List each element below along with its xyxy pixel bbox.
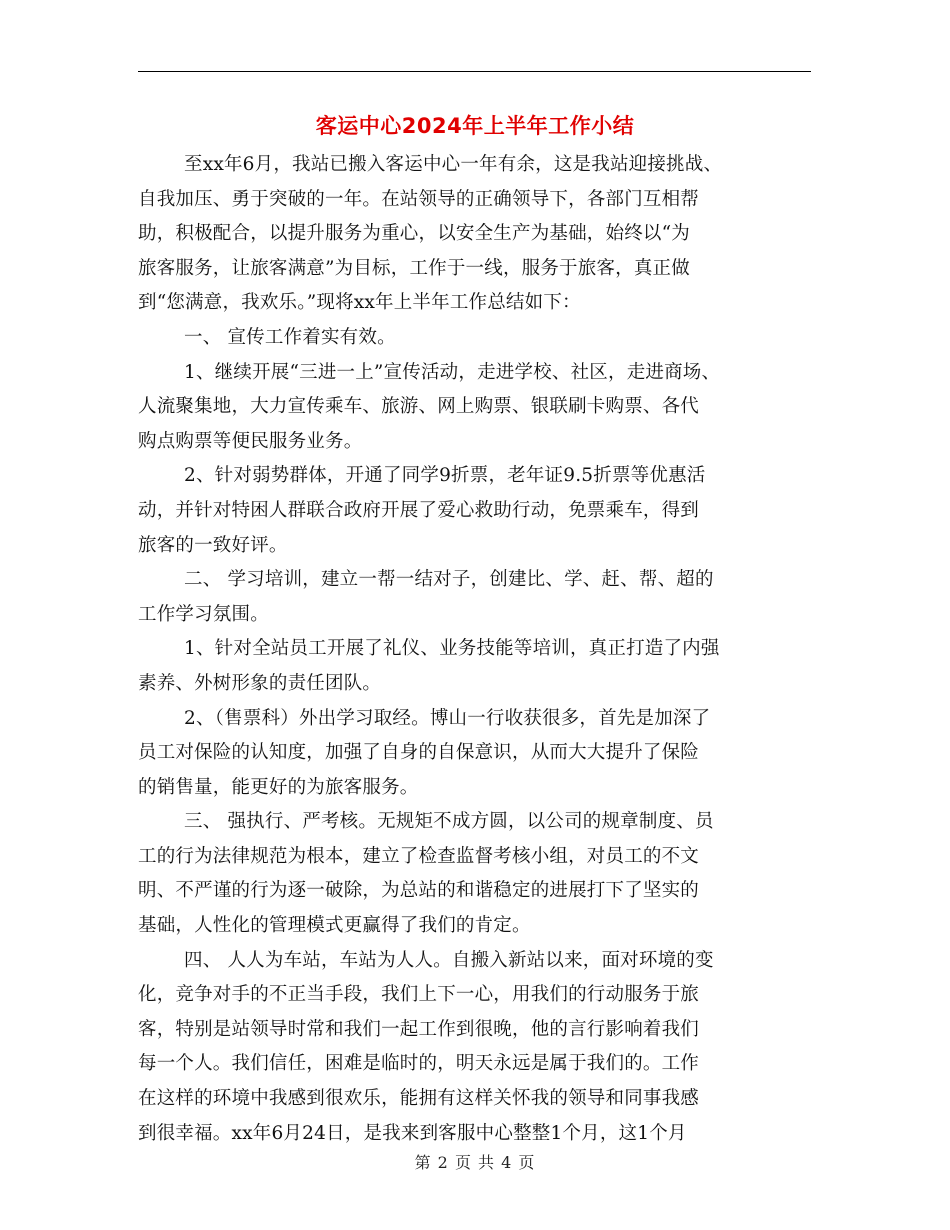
document-body — [138, 148, 838, 1151]
body-line: 二、 学习培训，建立一帮一结对子，创建比、学、赶、帮、超的 — [184, 569, 714, 591]
body-line: 助，积极配合，以提升服务为重心，以安全生产为基础，始终以“为 — [138, 223, 690, 245]
body-line: 旅客的一致好评。 — [138, 534, 288, 556]
body-line: 2、针对弱势群体，开通了同学9折票，老年证9.5折票等优惠活 — [184, 465, 706, 487]
body-line: 每一个人。我们信任，困难是临时的，明天永远是属于我们的。工作 — [138, 1053, 700, 1075]
body-line: 素养、外树形象的责任团队。 — [138, 672, 382, 694]
body-line: 自我加压、勇于突破的一年。在站领导的正确领导下，各部门互相帮 — [138, 188, 700, 210]
body-line: 一、 宣传工作着实有效。 — [184, 326, 396, 348]
body-line: 基础，人性化的管理模式更赢得了我们的肯定。 — [138, 915, 531, 937]
body-line: 工作学习氛围。 — [138, 603, 269, 625]
body-line: 到很幸福。xx年6月24日，是我来到客服中心整整1个月，这1个月 — [138, 1122, 687, 1144]
body-line: 人流聚集地，大力宣传乘车、旅游、网上购票、银联刷卡购票、各代 — [138, 396, 700, 418]
body-line: 员工对保险的认知度，加强了自身的自保意识，从而大大提升了保险 — [138, 742, 700, 764]
body-line: 1、针对全站员工开展了礼仪、业务技能等培训，真正打造了内强 — [184, 638, 720, 660]
header-rule — [138, 71, 811, 72]
body-line: 工的行为法律规范为根本，建立了检查监督考核小组，对员工的不文 — [138, 845, 700, 867]
body-line: 三、 强执行、严考核。无规矩不成方圆，以公司的规章制度、员 — [184, 811, 714, 833]
body-line: 到“您满意，我欢乐。”现将xx年上半年工作总结如下： — [138, 292, 581, 314]
body-line: 在这样的环境中我感到很欢乐，能拥有这样关怀我的领导和同事我感 — [138, 1088, 700, 1110]
body-line: 化，竞争对手的不正当手段，我们上下一心，用我们的行动服务于旅 — [138, 984, 700, 1006]
body-line: 客，特别是站领导时常和我们一起工作到很晚，他的言行影响着我们 — [138, 1018, 700, 1040]
body-line: 动，并针对特困人群联合政府开展了爱心救助行动，免票乘车，得到 — [138, 499, 700, 521]
body-line: 的销售量，能更好的为旅客服务。 — [138, 776, 419, 798]
body-line: 明、不严谨的行为逐一破除，为总站的和谐稳定的进展打下了坚实的 — [138, 880, 700, 902]
body-line: 四、 人人为车站，车站为人人。自搬入新站以来，面对环境的变 — [184, 949, 714, 971]
body-line: 旅客服务，让旅客满意”为目标，工作于一线，服务于旅客，真正做 — [138, 257, 690, 279]
body-line: 1、继续开展“三进一上”宣传活动，走进学校、社区，走进商场、 — [184, 361, 721, 383]
body-line: 购点购票等便民服务业务。 — [138, 430, 363, 452]
document-title: 客运中心2024年上半年工作小结 — [315, 114, 635, 138]
body-line: 至xx年6月，我站已搬入客运中心一年有余，这是我站迎接挑战、 — [184, 154, 723, 175]
page-number: 第 2 页 共 4 页 — [414, 1153, 536, 1172]
body-line: 2、（售票科）外出学习取经。博山一行收获很多，首先是加深了 — [184, 707, 711, 729]
